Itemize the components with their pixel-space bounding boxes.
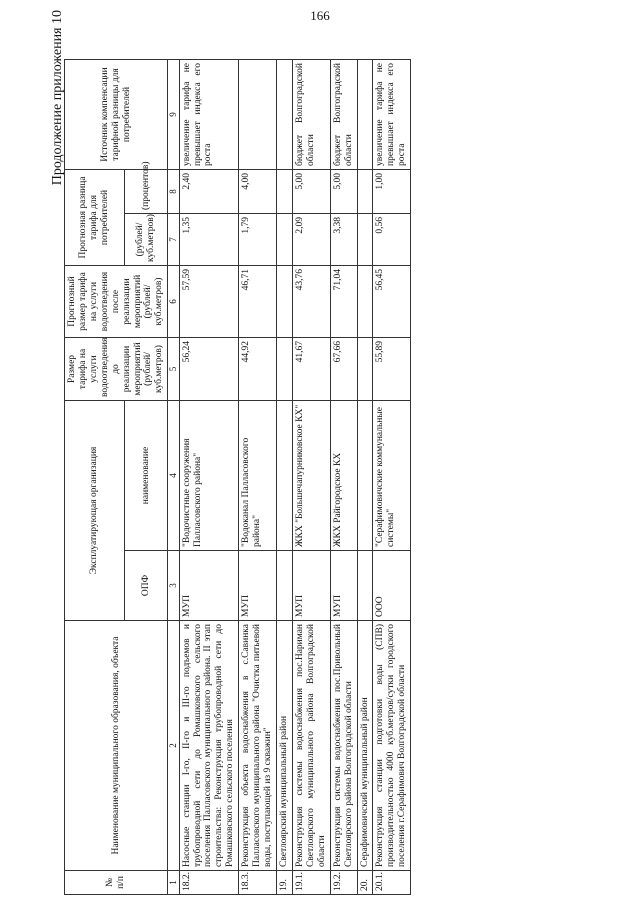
table-row [239, 59, 277, 894]
tariff-before [277, 338, 293, 401]
org-name: ЖКХ "Большечапурниковское КХ" [292, 401, 330, 551]
table-row [373, 59, 411, 894]
org-form: МУП [330, 551, 357, 621]
compensation-source [239, 59, 277, 169]
header-source: Источник компенсации тарифной разницы для потребителей [65, 59, 168, 169]
header-tariff-before: Размер тарифа на услуги водоотведения до реализации мероприятий (рублей/ куб.метров) [65, 338, 168, 401]
compensation-source: бюджет Волгоградской области [330, 59, 357, 169]
col-number: 1 [168, 871, 179, 895]
object-name: Светлоярский муниципальный район [277, 621, 293, 871]
header-diff-pct: (процентов) [125, 169, 168, 213]
object-name: Насосные станции I-го, II-го и III-го подъемов и трубопроводной сети до Ромашковского сельского поселения Палласовского муниципального района. II этап строительства: Реконструкция трубопроводной сети до Ромашковского сельского поселения [179, 621, 239, 871]
org-form [277, 551, 293, 621]
col-number: 9 [168, 59, 179, 169]
org-name: "Водоканал Палласовского района" [239, 401, 277, 551]
org-name [277, 401, 293, 551]
diff-pct: 5,00 [330, 169, 357, 213]
object-name: Реконструкция станции подготовки воды (СПВ) производительностью 4000 куб.метров/сутки городского поселения г.Серафимович Волгоградской области [373, 621, 411, 871]
row-number: 19. [277, 871, 293, 895]
tariff-after: 57,59 [179, 266, 239, 338]
tariff-after: 71,04 [330, 266, 357, 338]
col-number: 5 [168, 338, 179, 401]
tariff-after [357, 266, 373, 338]
object-name: Реконструкция объекта водоснабжения в с.Савинка Палласовского муниципального района "Очистка питьевой воды, поступающей из 9 скважин" [239, 621, 277, 871]
header-name: Наименование муниципального образования, объекта [65, 621, 168, 871]
object-name: Реконструкция системы водоснабжения пос.Нариман Светлоярского муниципального района Волгоградской области [292, 621, 330, 871]
org-name: ЖКХ Райгородское КХ [330, 401, 357, 551]
org-form: МУП [292, 551, 330, 621]
org-name [357, 401, 373, 551]
compensation-source [277, 59, 293, 169]
diff-pct: 5,00 [292, 169, 330, 213]
compensation-source: увеличение тарифа не превышает индекса его роста [373, 59, 411, 169]
table-row [277, 59, 293, 894]
column-number-row [168, 59, 179, 894]
page-number: 166 [310, 8, 330, 23]
compensation-source: увеличение тарифа не превышает индекса его роста [179, 59, 239, 169]
diff-pct: 4,00 [239, 169, 277, 213]
diff-rub: 0,56 [373, 214, 411, 266]
diff-rub [277, 214, 293, 266]
org-name: "Серафимовичские коммунальные системы" [373, 401, 411, 551]
diff-pct [277, 169, 293, 213]
appendix-caption: Продолжение приложения 10 [50, 10, 65, 186]
diff-rub: 1,79 [239, 214, 277, 266]
compensation-source: бюджет Волгоградской области [292, 59, 330, 169]
diff-pct [357, 169, 373, 213]
diff-rub: 3,38 [330, 214, 357, 266]
tariff-table [64, 59, 411, 895]
tariff-after: 56,45 [373, 266, 411, 338]
header-org-name: наименование [125, 401, 168, 551]
org-form: ООО [373, 551, 411, 621]
table-row [357, 59, 373, 894]
col-number: 4 [168, 401, 179, 551]
header-diff: Прогнозная разница тарифа для потребителей [65, 169, 125, 265]
table-row [292, 59, 330, 894]
tariff-before: 41,67 [292, 338, 330, 401]
col-number: 7 [168, 214, 179, 266]
header-no: № п/п [65, 871, 168, 895]
row-number: 20. [357, 871, 373, 895]
tariff-before: 56,24 [179, 338, 239, 401]
diff-pct: 1,00 [373, 169, 411, 213]
org-form: МУП [179, 551, 239, 621]
tariff-after: 43,76 [292, 266, 330, 338]
diff-pct: 2,40 [179, 169, 239, 213]
col-number: 8 [168, 169, 179, 213]
row-number: 20.1. [373, 871, 411, 895]
col-number: 2 [168, 621, 179, 871]
tariff-before: 44,92 [239, 338, 277, 401]
header-opf: ОПФ [125, 551, 168, 621]
row-number: 18.2. [179, 871, 239, 895]
header-diff-rub: (рублей/ куб.метров) [125, 214, 168, 266]
header-row [65, 59, 125, 894]
compensation-source [357, 59, 373, 169]
row-number: 19.1. [292, 871, 330, 895]
col-number: 3 [168, 551, 179, 621]
table-row [330, 59, 357, 894]
table-row [179, 59, 239, 894]
object-name: Серафимовичский муниципальный район [357, 621, 373, 871]
tariff-before: 55,89 [373, 338, 411, 401]
tariff-after [277, 266, 293, 338]
header-operator: Эксплуатирующая организация [65, 401, 125, 621]
org-form: МУП [239, 551, 277, 621]
col-number: 6 [168, 266, 179, 338]
tariff-before [357, 338, 373, 401]
diff-rub: 2,09 [292, 214, 330, 266]
tariff-before: 67,66 [330, 338, 357, 401]
row-number: 19.2. [330, 871, 357, 895]
row-number: 18.3. [239, 871, 277, 895]
org-form [357, 551, 373, 621]
diff-rub: 1,35 [179, 214, 239, 266]
diff-rub [357, 214, 373, 266]
tariff-after: 46,71 [239, 266, 277, 338]
header-tariff-after: Прогнозный размер тарифа на услуги водоотведения после реализации мероприятий (рублей/ куб.метров) [65, 266, 168, 338]
object-name: Реконструкция системы водоснабжения пос.Привольный Светлоярского района Волгоградской области [330, 621, 357, 871]
org-name: "Водочистные сооружения Палласовского района" [179, 401, 239, 551]
